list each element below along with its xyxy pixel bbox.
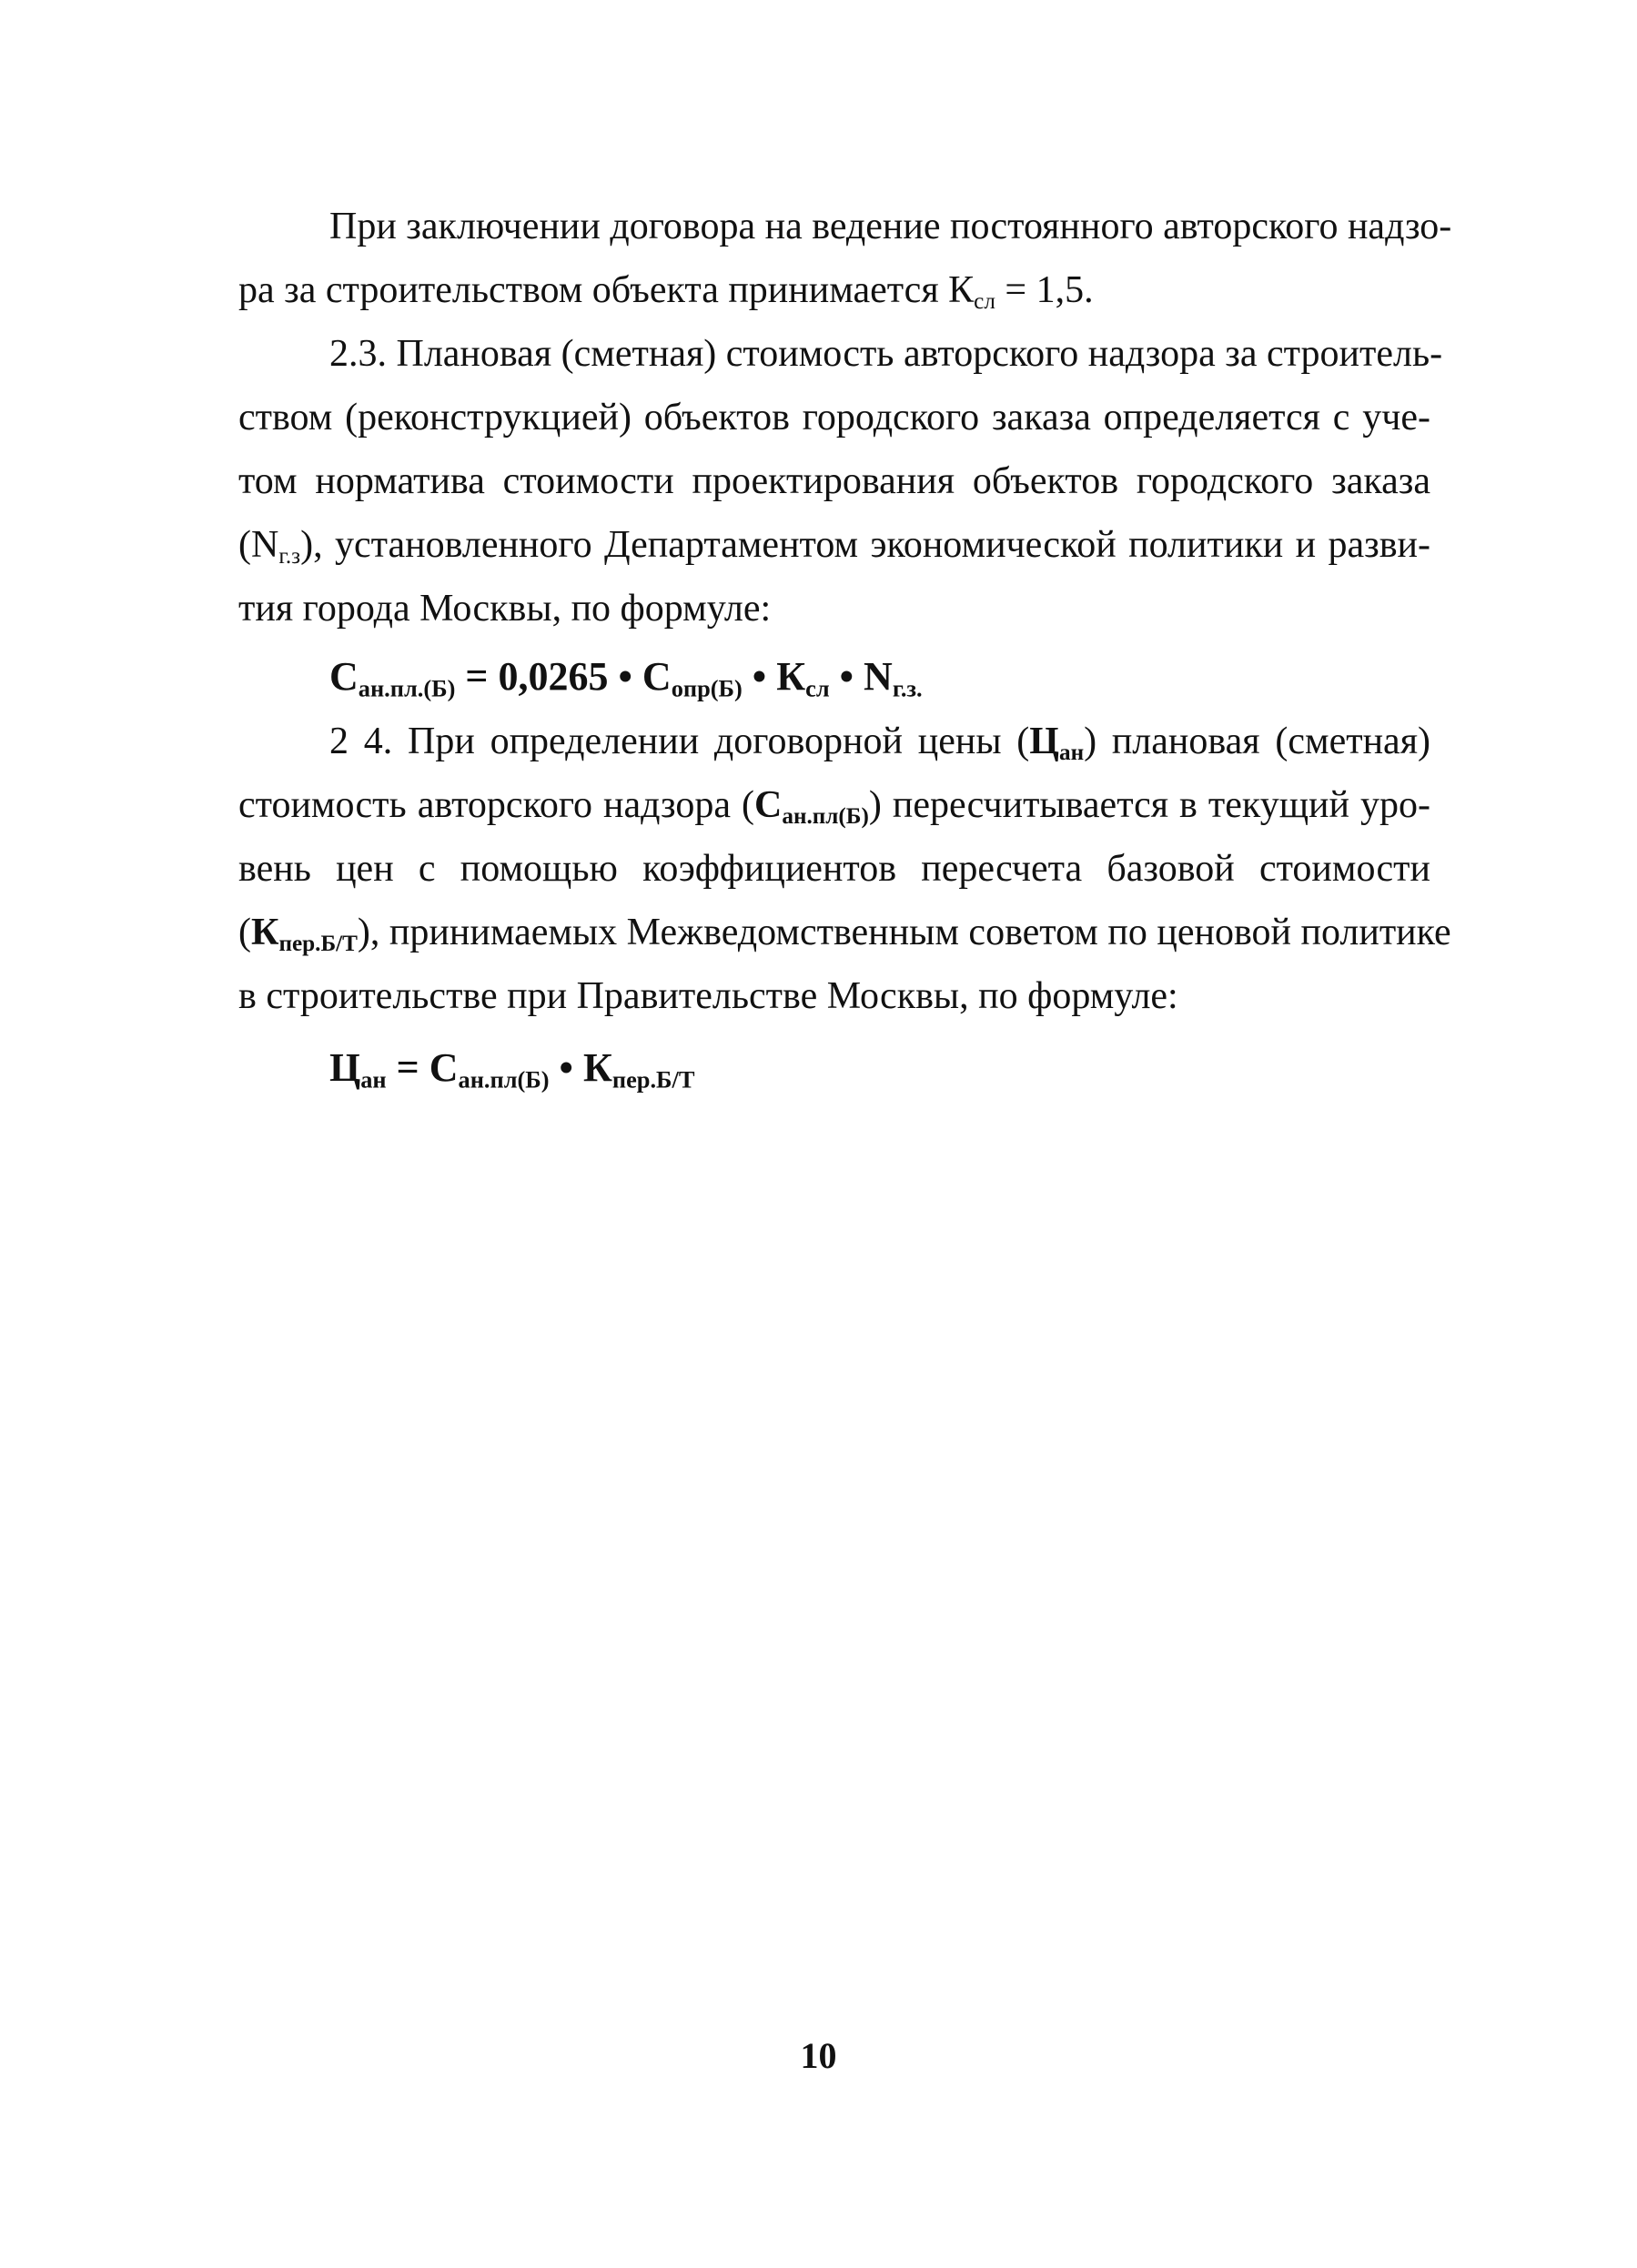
paragraph-3-line-5: в строительстве при Правительстве Москвы, по формуле: — [238, 975, 1178, 1017]
formula-1 — [329, 653, 923, 701]
ts-an-symbol: Ц — [1029, 721, 1059, 762]
formula-1-n-subscript: г.з. — [892, 674, 923, 702]
paragraph-2-line-3: том норматива стоимости проектирования объектов городского заказа — [238, 460, 1430, 502]
formula-1-c-subscript: ан.пл.(Б) — [358, 674, 456, 702]
paragraph-3-line-2-c: ) пересчитывается в текущий уро- — [868, 784, 1430, 826]
n-gz-open: (N — [238, 524, 279, 566]
paragraph-3-line-1 — [329, 719, 1430, 764]
formula-2-c-subscript: ан.пл(Б) — [458, 1065, 550, 1094]
paragraph-1-text: ра за строительством объекта принимается К — [238, 269, 975, 311]
formula-1-coefficient: = 0,0265 • С — [455, 654, 672, 699]
formula-1-k: • К — [742, 654, 806, 699]
paragraph-1-line-1: При заключении договора на ведение постоянного авторского надзо- — [329, 206, 1452, 247]
paragraph-2-line-5: тия города Москвы, по формуле: — [238, 588, 772, 630]
paragraph-3-line-1-c: ) плановая (сметная) — [1084, 721, 1430, 762]
formula-1-k-subscript: сл — [805, 674, 830, 702]
k-per-symbol: К — [251, 912, 279, 953]
formula-1-n: • N — [829, 654, 893, 699]
paragraph-3-line-4-a: ( — [238, 912, 251, 953]
formula-2-k: • К — [549, 1045, 612, 1090]
paragraph-3-line-4-c: ), принимаемых Межведомственным советом по ценовой политике — [357, 912, 1451, 953]
paragraph-2-line-4 — [238, 522, 1430, 568]
ts-an-subscript: ан — [1058, 741, 1085, 766]
paragraph-2-line-2: ством (реконструкцией) объектов городского заказа определяется с уче- — [238, 397, 1430, 438]
paragraph-3-line-1-a: 2 4. При определении договорной цены ( — [329, 721, 1030, 762]
formula-1-c2-subscript: опр(Б) — [671, 674, 743, 702]
paragraph-3-line-4 — [238, 910, 1451, 957]
paragraph-1-line-2 — [238, 267, 1094, 313]
formula-2 — [329, 1044, 694, 1092]
formula-2-ts-subscript: ан — [360, 1065, 387, 1094]
k-per-subscript: пер.Б/Т — [278, 932, 358, 957]
k-sl-value: = 1,5. — [995, 269, 1094, 311]
paragraph-3-line-2-a: стоимость авторского надзора ( — [238, 784, 755, 826]
paragraph-3-line-2 — [238, 782, 1430, 828]
k-sl-subscript: сл — [974, 289, 995, 315]
formula-1-c: С — [329, 654, 359, 699]
formula-2-k-subscript: пер.Б/Т — [611, 1065, 695, 1094]
c-an-subscript: ан.пл(Б) — [782, 804, 869, 830]
paragraph-2-line-4-text: ), установленного Департаментом экономической политики и разви- — [300, 524, 1430, 566]
paragraph-2-line-1: 2.3. Плановая (сметная) стоимость авторского надзора за строитель- — [329, 333, 1443, 375]
formula-2-c: = С — [386, 1045, 459, 1090]
paragraph-3-line-3: вень цен с помощью коэффициентов пересчета базовой стоимости — [238, 848, 1430, 890]
formula-2-ts: Ц — [329, 1045, 361, 1090]
c-an-symbol: С — [754, 784, 783, 826]
n-gz-subscript: г.з — [278, 544, 301, 570]
page-number: 10 — [800, 2035, 837, 2076]
